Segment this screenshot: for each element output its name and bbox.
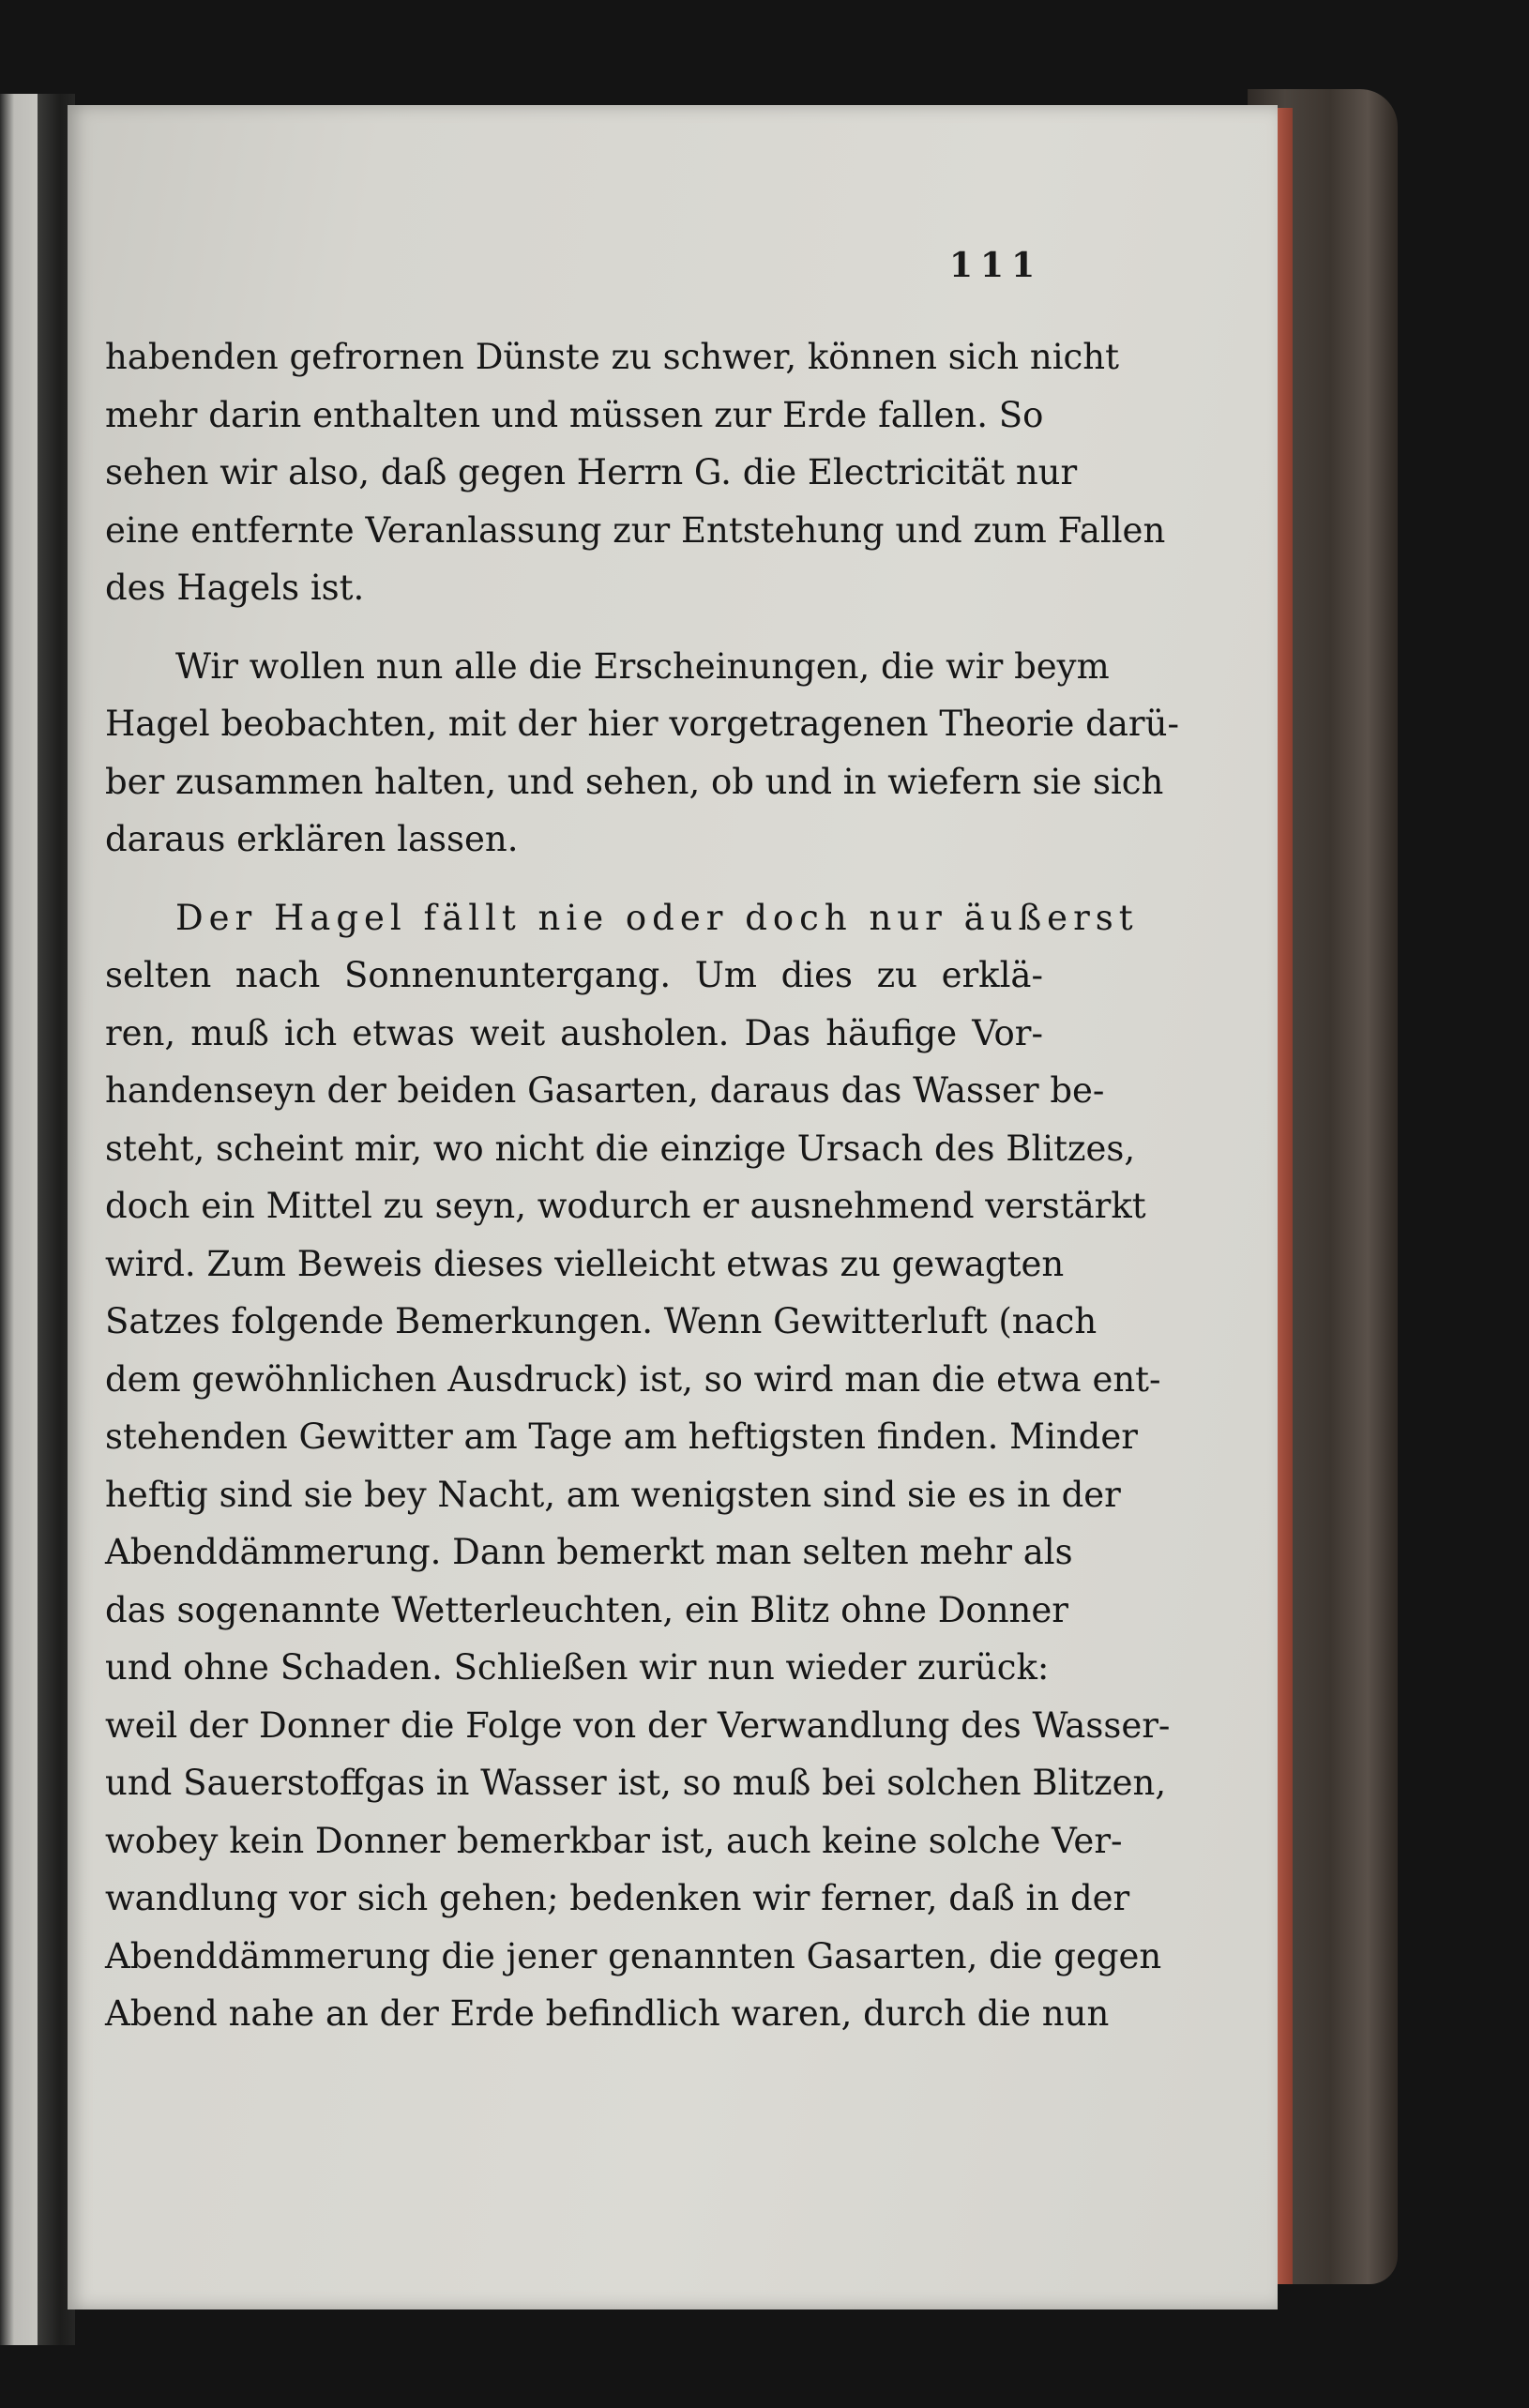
text-line: Abenddämmerung die jener genannten Gasarten, die gegen — [105, 1935, 1162, 1976]
text-line: steht, scheint mir, wo nicht die einzige Ursach des Blitzes, — [105, 1128, 1136, 1169]
text-line: Hagel beobachten, mit der hier vorgetragenen Theorie darü- — [105, 704, 1179, 744]
text-line: handenseyn der beiden Gasarten, daraus das Wasser be- — [105, 1070, 1105, 1111]
text-line: Abend nahe an der Erde befindlich waren, durch die nun — [105, 1993, 1110, 2034]
text-line: stehenden Gewitter am Tage am heftigsten finden. Minder — [105, 1416, 1138, 1457]
text-line: Der Hagel fällt nie oder doch nur äußerst — [175, 897, 1139, 938]
text-line: doch ein Mittel zu seyn, wodurch er ausnehmend verstärkt — [105, 1186, 1146, 1226]
page-number: 111 — [949, 246, 1043, 285]
text-line: und ohne Schaden. Schließen wir nun wieder zurück: — [105, 1647, 1050, 1688]
text-line: wobey kein Donner bemerkbar ist, auch keine solche Ver- — [105, 1820, 1123, 1861]
text-line: wandlung vor sich gehen; bedenken wir ferner, daß in der — [105, 1878, 1130, 1918]
text-line: weil der Donner die Folge von der Verwandlung des Wasser- — [105, 1704, 1171, 1746]
text-line: selten nach Sonnenuntergang. Um dies zu erklä- — [105, 955, 1043, 995]
paragraph-1 — [105, 328, 1166, 617]
text-line: des Hagels ist. — [105, 568, 365, 608]
text-line: und Sauerstoffgas in Wasser ist, so muß bei solchen Blitzen, — [105, 1763, 1167, 1803]
text-line: daraus erklären lassen. — [105, 819, 519, 859]
text-line: das sogenannte Wetterleuchten, ein Blitz ohne Donner — [105, 1589, 1068, 1630]
text-line: dem gewöhnlichen Ausdruck) ist, so wird man die etwa ent- — [105, 1358, 1161, 1400]
text-line: heftig sind sie bey Nacht, am wenigsten sind sie es in der — [105, 1474, 1121, 1515]
text-line: sehen wir also, daß gegen Herrn G. die Electricität nur — [105, 452, 1078, 492]
text-line: Wir wollen nun alle die Erscheinungen, die wir beym — [175, 645, 1110, 687]
text-line: mehr darin enthalten und müssen zur Erde fallen. So — [105, 394, 1044, 435]
text-line: Satzes folgende Bemerkungen. Wenn Gewitterluft (nach — [105, 1301, 1098, 1341]
text-line: Abenddämmerung. Dann bemerkt man selten mehr als — [105, 1532, 1073, 1572]
paragraph-2 — [105, 638, 1179, 869]
text-line: eine entfernte Veranlassung zur Entstehung und zum Fallen — [105, 509, 1166, 551]
page-text — [105, 328, 1179, 2064]
paragraph-3 — [105, 889, 1171, 2043]
text-line: ber zusammen halten, und sehen, ob und in wiefern sie sich — [105, 761, 1164, 802]
text-line: ren, muß ich etwas weit ausholen. Das häufige Vor- — [105, 1012, 1043, 1053]
text-line: wird. Zum Beweis dieses vielleicht etwas zu gewagten — [105, 1243, 1065, 1284]
text-line: habenden gefrornen Dünste zu schwer, können sich nicht — [105, 337, 1119, 377]
